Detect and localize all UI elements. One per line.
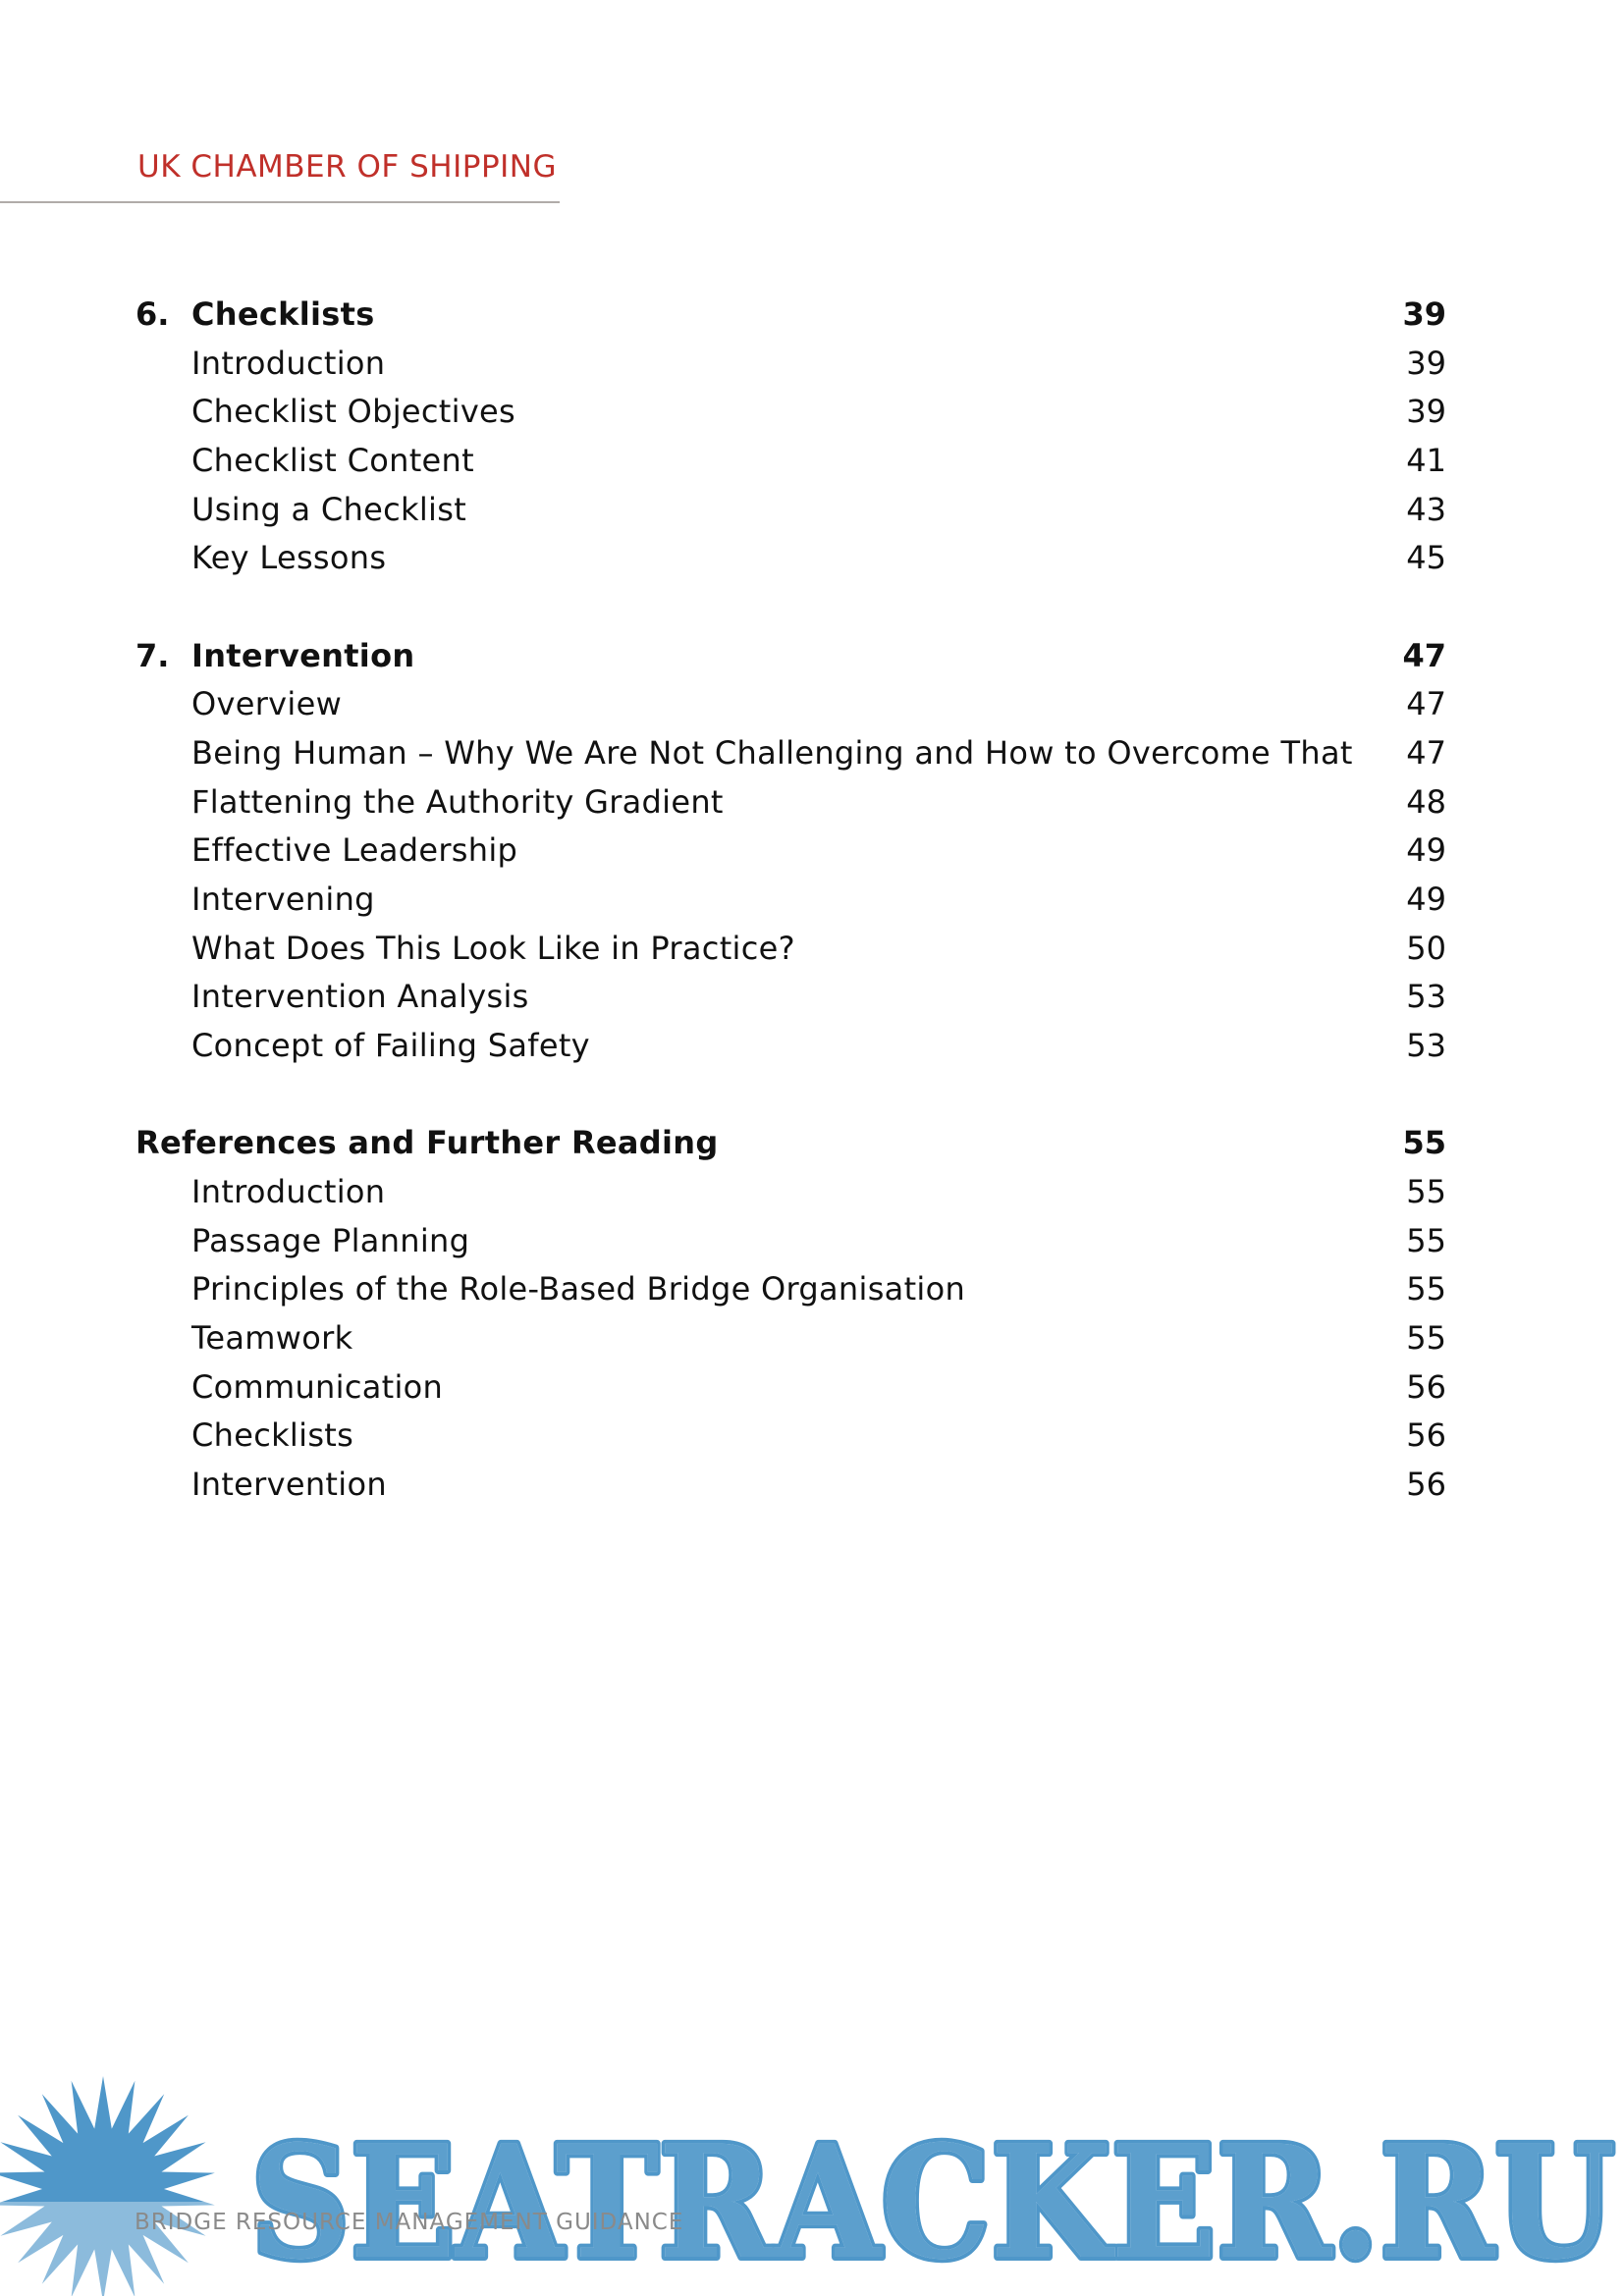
toc-entry[interactable] bbox=[135, 1217, 1446, 1266]
toc-entry[interactable] bbox=[135, 680, 1446, 729]
toc-entry-page: 56 bbox=[1406, 1367, 1446, 1406]
toc-entry-page: 47 bbox=[1406, 685, 1446, 723]
toc-entry-title: Overview bbox=[191, 685, 343, 723]
toc-entry-page: 43 bbox=[1406, 490, 1446, 528]
toc-entry-page: 49 bbox=[1406, 881, 1446, 919]
toc-heading-title: Checklists bbox=[191, 295, 375, 333]
toc-entry-title: Checklists bbox=[191, 1416, 354, 1455]
toc-entry[interactable] bbox=[135, 778, 1446, 828]
toc-entry-title: Effective Leadership bbox=[191, 831, 518, 870]
toc-entry[interactable] bbox=[135, 534, 1446, 583]
toc-entry-page: 56 bbox=[1406, 1416, 1446, 1455]
toc-entry-page: 48 bbox=[1406, 782, 1446, 821]
running-header: UK CHAMBER OF SHIPPING bbox=[137, 149, 557, 185]
toc-entry[interactable] bbox=[135, 1265, 1446, 1314]
toc-entry-title: Using a Checklist bbox=[191, 490, 467, 528]
header-divider bbox=[0, 201, 560, 203]
toc-entry[interactable] bbox=[135, 925, 1446, 974]
toc-section-intervention bbox=[135, 632, 1446, 1071]
toc-entry[interactable] bbox=[135, 1168, 1446, 1217]
toc-entry-page: 56 bbox=[1406, 1466, 1446, 1504]
toc-entry-title: Intervention Analysis bbox=[191, 978, 529, 1016]
running-footer: BRIDGE RESOURCE MANAGEMENT GUIDANCE bbox=[135, 2210, 684, 2235]
toc-entry[interactable] bbox=[135, 437, 1446, 486]
toc-section-checklists bbox=[135, 291, 1446, 583]
toc-heading-number: 6. bbox=[135, 295, 170, 333]
toc-heading-page: 39 bbox=[1402, 295, 1446, 333]
table-of-contents bbox=[135, 291, 1446, 1510]
toc-entry-title: Intervening bbox=[191, 881, 375, 919]
toc-entry-page: 50 bbox=[1406, 929, 1446, 967]
toc-entry-title: What Does This Look Like in Practice? bbox=[191, 929, 795, 967]
toc-entry-title: Checklist Content bbox=[191, 442, 474, 480]
toc-entry[interactable] bbox=[135, 1022, 1446, 1071]
watermark bbox=[0, 2076, 1624, 2296]
toc-section-references bbox=[135, 1119, 1446, 1510]
toc-entry-title: Intervention bbox=[191, 1466, 387, 1504]
toc-entry-page: 55 bbox=[1406, 1173, 1446, 1210]
toc-entry-title: Being Human – Why We Are Not Challenging and How to Overcome That bbox=[191, 734, 1353, 772]
toc-entry[interactable] bbox=[135, 388, 1446, 437]
toc-entry-title: Concept of Failing Safety bbox=[191, 1027, 590, 1065]
watermark-text-fill: SEATRACKER.RU bbox=[250, 2112, 1615, 2294]
toc-entry-page: 39 bbox=[1406, 393, 1446, 431]
toc-entry[interactable] bbox=[135, 729, 1446, 778]
toc-heading-title: Intervention bbox=[191, 636, 415, 674]
toc-entry-title: Checklist Objectives bbox=[191, 393, 516, 431]
toc-entry-page: 53 bbox=[1406, 1027, 1446, 1065]
toc-entry-title: Flattening the Authority Gradient bbox=[191, 782, 724, 821]
toc-heading[interactable] bbox=[135, 632, 1446, 681]
toc-heading-page: 47 bbox=[1402, 636, 1446, 674]
toc-entry-title: Passage Planning bbox=[191, 1221, 470, 1259]
toc-heading-page: 55 bbox=[1402, 1124, 1446, 1162]
toc-entry[interactable] bbox=[135, 1412, 1446, 1461]
watermark-text: SEATRACKER.RU bbox=[250, 2112, 1615, 2294]
toc-entry[interactable] bbox=[135, 827, 1446, 876]
toc-entry-page: 49 bbox=[1406, 831, 1446, 870]
toc-entry[interactable] bbox=[135, 486, 1446, 535]
toc-entry-page: 55 bbox=[1406, 1221, 1446, 1259]
toc-entry-page: 53 bbox=[1406, 978, 1446, 1016]
sun-icon bbox=[0, 2076, 255, 2296]
toc-entry-page: 55 bbox=[1406, 1270, 1446, 1308]
toc-entry[interactable] bbox=[135, 973, 1446, 1022]
toc-heading-title: References and Further Reading bbox=[135, 1124, 719, 1162]
toc-heading-number: 7. bbox=[135, 636, 170, 674]
toc-entry-page: 47 bbox=[1406, 734, 1446, 772]
toc-entry-title: Key Lessons bbox=[191, 539, 387, 577]
toc-entry-title: Introduction bbox=[191, 344, 386, 382]
toc-entry[interactable] bbox=[135, 340, 1446, 389]
toc-entry-page: 41 bbox=[1406, 442, 1446, 480]
toc-heading[interactable] bbox=[135, 291, 1446, 340]
toc-entry-page: 39 bbox=[1406, 344, 1446, 382]
toc-entry-title: Principles of the Role-Based Bridge Organisation bbox=[191, 1270, 966, 1308]
toc-heading[interactable] bbox=[135, 1119, 1446, 1168]
watermark-graphic bbox=[0, 2076, 1624, 2296]
toc-entry[interactable] bbox=[135, 1461, 1446, 1510]
toc-entry-title: Introduction bbox=[191, 1173, 386, 1210]
toc-entry-page: 55 bbox=[1406, 1319, 1446, 1358]
toc-entry-title: Teamwork bbox=[191, 1319, 353, 1358]
toc-entry[interactable] bbox=[135, 1314, 1446, 1363]
toc-entry-page: 45 bbox=[1406, 539, 1446, 577]
toc-entry[interactable] bbox=[135, 876, 1446, 925]
toc-entry-title: Communication bbox=[191, 1367, 444, 1406]
toc-entry[interactable] bbox=[135, 1363, 1446, 1413]
